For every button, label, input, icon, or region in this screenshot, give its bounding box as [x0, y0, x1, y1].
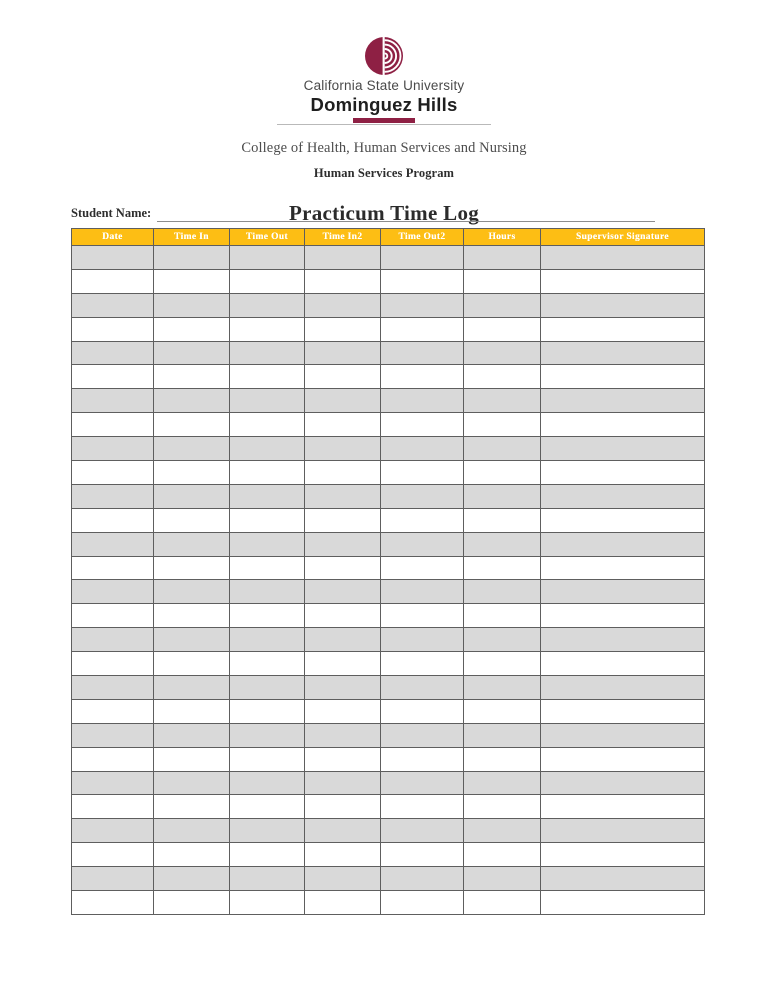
cell-date[interactable] [72, 723, 154, 747]
cell-date[interactable] [72, 484, 154, 508]
cell-time-out2[interactable] [381, 604, 464, 628]
cell-time-in[interactable] [154, 341, 230, 365]
cell-supervisor-signature[interactable] [541, 771, 705, 795]
cell-date[interactable] [72, 556, 154, 580]
logo-line-california-state-university: California State University [303, 78, 465, 93]
cell-time-in[interactable] [154, 699, 230, 723]
cell-time-out2[interactable] [381, 484, 464, 508]
table-row [72, 723, 705, 747]
cell-date[interactable] [72, 795, 154, 819]
cell-time-out[interactable] [230, 628, 305, 652]
cell-hours[interactable] [464, 652, 541, 676]
cell-time-out[interactable] [230, 246, 305, 270]
cell-time-out[interactable] [230, 532, 305, 556]
table-row [72, 269, 705, 293]
cell-time-in2[interactable] [305, 437, 381, 461]
cell-time-out2[interactable] [381, 819, 464, 843]
cell-hours[interactable] [464, 293, 541, 317]
cell-supervisor-signature[interactable] [541, 317, 705, 341]
document-header [0, 0, 768, 226]
cell-time-out[interactable] [230, 293, 305, 317]
cell-time-in[interactable] [154, 532, 230, 556]
cell-date[interactable] [72, 843, 154, 867]
cell-hours[interactable] [464, 341, 541, 365]
table-row [72, 484, 705, 508]
cell-time-in[interactable] [154, 652, 230, 676]
cell-time-out2[interactable] [381, 246, 464, 270]
cell-time-in[interactable] [154, 293, 230, 317]
cell-hours[interactable] [464, 819, 541, 843]
cell-date[interactable] [72, 317, 154, 341]
cell-time-out2[interactable] [381, 795, 464, 819]
logo-accent-bar [353, 118, 415, 123]
cell-supervisor-signature[interactable] [541, 628, 705, 652]
cell-time-in[interactable] [154, 843, 230, 867]
cell-hours[interactable] [464, 604, 541, 628]
cell-time-out2[interactable] [381, 580, 464, 604]
cell-time-out2[interactable] [381, 317, 464, 341]
cell-time-in2[interactable] [305, 317, 381, 341]
cell-time-in2[interactable] [305, 676, 381, 700]
cell-date[interactable] [72, 891, 154, 915]
cell-supervisor-signature[interactable] [541, 843, 705, 867]
cell-time-out2[interactable] [381, 293, 464, 317]
table-header-row [72, 229, 705, 246]
table-row [72, 604, 705, 628]
cell-time-out2[interactable] [381, 652, 464, 676]
cell-time-in[interactable] [154, 437, 230, 461]
table-row [72, 246, 705, 270]
cell-date[interactable] [72, 437, 154, 461]
cell-time-in[interactable] [154, 389, 230, 413]
cell-date[interactable] [72, 461, 154, 485]
cell-time-out[interactable] [230, 652, 305, 676]
cell-time-in[interactable] [154, 604, 230, 628]
cell-time-out[interactable] [230, 389, 305, 413]
page-title: Practicum Time Log [288, 200, 480, 225]
column-header-time-in: Time In [154, 229, 230, 246]
cell-hours[interactable] [464, 723, 541, 747]
cell-supervisor-signature[interactable] [541, 867, 705, 891]
cell-time-out2[interactable] [381, 723, 464, 747]
cell-time-in2[interactable] [305, 293, 381, 317]
cell-hours[interactable] [464, 269, 541, 293]
cell-hours[interactable] [464, 389, 541, 413]
cell-time-in2[interactable] [305, 246, 381, 270]
table-row [72, 341, 705, 365]
column-header-time-out: Time Out [230, 229, 305, 246]
table-row [72, 652, 705, 676]
cell-time-out[interactable] [230, 580, 305, 604]
column-header-time-in2: Time In2 [305, 229, 381, 246]
table-row [72, 317, 705, 341]
cell-time-in2[interactable] [305, 843, 381, 867]
cell-supervisor-signature[interactable] [541, 341, 705, 365]
cell-time-in[interactable] [154, 365, 230, 389]
cell-supervisor-signature[interactable] [541, 484, 705, 508]
cell-time-in[interactable] [154, 508, 230, 532]
cell-date[interactable] [72, 365, 154, 389]
university-logo [284, 36, 484, 126]
cell-time-in[interactable] [154, 580, 230, 604]
cell-date[interactable] [72, 747, 154, 771]
cell-time-in[interactable] [154, 819, 230, 843]
cell-date[interactable] [72, 269, 154, 293]
cell-hours[interactable] [464, 556, 541, 580]
cell-time-in2[interactable] [305, 484, 381, 508]
cell-time-out[interactable] [230, 891, 305, 915]
logo-divider-rule [277, 124, 491, 125]
table-row [72, 580, 705, 604]
student-name-input[interactable] [157, 208, 655, 222]
cell-time-in2[interactable] [305, 413, 381, 437]
cell-supervisor-signature[interactable] [541, 676, 705, 700]
cell-time-in2[interactable] [305, 628, 381, 652]
cell-supervisor-signature[interactable] [541, 461, 705, 485]
cell-time-in2[interactable] [305, 508, 381, 532]
cell-time-in2[interactable] [305, 819, 381, 843]
cell-date[interactable] [72, 389, 154, 413]
cell-time-out[interactable] [230, 795, 305, 819]
cell-hours[interactable] [464, 413, 541, 437]
cell-supervisor-signature[interactable] [541, 795, 705, 819]
cell-time-out2[interactable] [381, 699, 464, 723]
cell-time-in2[interactable] [305, 652, 381, 676]
cell-hours[interactable] [464, 867, 541, 891]
cell-supervisor-signature[interactable] [541, 365, 705, 389]
cell-supervisor-signature[interactable] [541, 652, 705, 676]
cell-time-in[interactable] [154, 461, 230, 485]
table-body [72, 246, 705, 915]
cell-time-in2[interactable] [305, 461, 381, 485]
column-header-hours: Hours [464, 229, 541, 246]
cell-hours[interactable] [464, 365, 541, 389]
cell-time-out2[interactable] [381, 891, 464, 915]
cell-hours[interactable] [464, 532, 541, 556]
cell-time-in2[interactable] [305, 891, 381, 915]
cell-supervisor-signature[interactable] [541, 580, 705, 604]
cell-time-out[interactable] [230, 484, 305, 508]
cell-time-out[interactable] [230, 556, 305, 580]
cell-time-in2[interactable] [305, 269, 381, 293]
college-name: College of Health, Human Services and Nursing [241, 139, 527, 156]
cell-time-out2[interactable] [381, 508, 464, 532]
cell-time-in2[interactable] [305, 556, 381, 580]
cell-hours[interactable] [464, 461, 541, 485]
cell-time-in2[interactable] [305, 365, 381, 389]
cell-time-in[interactable] [154, 723, 230, 747]
cell-time-in2[interactable] [305, 389, 381, 413]
table-row [72, 413, 705, 437]
cell-time-in[interactable] [154, 413, 230, 437]
table-row [72, 532, 705, 556]
cell-time-in2[interactable] [305, 747, 381, 771]
cell-hours[interactable] [464, 843, 541, 867]
cell-time-out2[interactable] [381, 771, 464, 795]
cell-supervisor-signature[interactable] [541, 747, 705, 771]
cell-date[interactable] [72, 867, 154, 891]
cell-supervisor-signature[interactable] [541, 723, 705, 747]
cell-date[interactable] [72, 413, 154, 437]
cell-date[interactable] [72, 699, 154, 723]
cell-date[interactable] [72, 246, 154, 270]
table-row [72, 365, 705, 389]
cell-time-out[interactable] [230, 843, 305, 867]
cell-time-in[interactable] [154, 246, 230, 270]
table-row [72, 843, 705, 867]
cell-date[interactable] [72, 652, 154, 676]
cell-hours[interactable] [464, 580, 541, 604]
cell-supervisor-signature[interactable] [541, 293, 705, 317]
cell-supervisor-signature[interactable] [541, 437, 705, 461]
table-header [72, 229, 705, 246]
logo-accent-bar-wrap [284, 118, 484, 126]
cell-supervisor-signature[interactable] [541, 246, 705, 270]
cell-time-out[interactable] [230, 437, 305, 461]
cell-time-in2[interactable] [305, 341, 381, 365]
cell-hours[interactable] [464, 891, 541, 915]
cell-time-in2[interactable] [305, 867, 381, 891]
cell-time-out[interactable] [230, 413, 305, 437]
cell-hours[interactable] [464, 484, 541, 508]
column-header-time-out2: Time Out2 [381, 229, 464, 246]
cell-date[interactable] [72, 341, 154, 365]
cell-time-out[interactable] [230, 269, 305, 293]
cell-time-out2[interactable] [381, 676, 464, 700]
cell-time-out2[interactable] [381, 532, 464, 556]
cell-time-in2[interactable] [305, 723, 381, 747]
cell-supervisor-signature[interactable] [541, 269, 705, 293]
cell-date[interactable] [72, 508, 154, 532]
cell-date[interactable] [72, 819, 154, 843]
cell-time-in[interactable] [154, 484, 230, 508]
cell-time-out[interactable] [230, 723, 305, 747]
cell-date[interactable] [72, 604, 154, 628]
cell-hours[interactable] [464, 508, 541, 532]
cell-time-out[interactable] [230, 819, 305, 843]
cell-time-in2[interactable] [305, 699, 381, 723]
cell-supervisor-signature[interactable] [541, 508, 705, 532]
cell-supervisor-signature[interactable] [541, 389, 705, 413]
cell-supervisor-signature[interactable] [541, 556, 705, 580]
table-row [72, 819, 705, 843]
cell-hours[interactable] [464, 437, 541, 461]
student-name-label: Student Name: [71, 206, 152, 220]
table-row [72, 628, 705, 652]
cell-time-in2[interactable] [305, 532, 381, 556]
cell-supervisor-signature[interactable] [541, 413, 705, 437]
student-name-row [71, 206, 697, 222]
table-row [72, 508, 705, 532]
cell-time-out2[interactable] [381, 389, 464, 413]
cell-hours[interactable] [464, 747, 541, 771]
cell-time-out[interactable] [230, 771, 305, 795]
cell-time-out[interactable] [230, 699, 305, 723]
cell-hours[interactable] [464, 676, 541, 700]
table-row [72, 795, 705, 819]
cell-time-in[interactable] [154, 317, 230, 341]
table-row [72, 437, 705, 461]
cell-time-in[interactable] [154, 771, 230, 795]
csudh-seal-icon [364, 36, 404, 76]
cell-time-in[interactable] [154, 628, 230, 652]
cell-time-out[interactable] [230, 341, 305, 365]
cell-time-out2[interactable] [381, 747, 464, 771]
cell-time-in2[interactable] [305, 795, 381, 819]
cell-supervisor-signature[interactable] [541, 532, 705, 556]
cell-time-out[interactable] [230, 676, 305, 700]
cell-time-in[interactable] [154, 747, 230, 771]
cell-time-in2[interactable] [305, 604, 381, 628]
cell-supervisor-signature[interactable] [541, 699, 705, 723]
cell-date[interactable] [72, 532, 154, 556]
cell-time-in[interactable] [154, 867, 230, 891]
column-header-supervisor-signature: Supervisor Signature [541, 229, 705, 246]
table-row [72, 293, 705, 317]
cell-time-in2[interactable] [305, 771, 381, 795]
cell-time-out2[interactable] [381, 461, 464, 485]
cell-date[interactable] [72, 771, 154, 795]
cell-supervisor-signature[interactable] [541, 819, 705, 843]
cell-time-in[interactable] [154, 269, 230, 293]
cell-hours[interactable] [464, 795, 541, 819]
cell-time-in[interactable] [154, 676, 230, 700]
cell-time-out[interactable] [230, 604, 305, 628]
cell-hours[interactable] [464, 771, 541, 795]
cell-time-in2[interactable] [305, 580, 381, 604]
cell-time-out2[interactable] [381, 628, 464, 652]
cell-time-out2[interactable] [381, 341, 464, 365]
table-row [72, 867, 705, 891]
cell-date[interactable] [72, 676, 154, 700]
table-row [72, 699, 705, 723]
cell-time-out2[interactable] [381, 843, 464, 867]
cell-supervisor-signature[interactable] [541, 891, 705, 915]
cell-date[interactable] [72, 580, 154, 604]
cell-hours[interactable] [464, 628, 541, 652]
practicum-time-log-table [71, 228, 705, 915]
table-row [72, 747, 705, 771]
cell-hours[interactable] [464, 317, 541, 341]
cell-time-out2[interactable] [381, 365, 464, 389]
logo-line-dominguez-hills: Dominguez Hills [310, 93, 458, 115]
cell-time-in[interactable] [154, 891, 230, 915]
cell-time-out[interactable] [230, 508, 305, 532]
table-row [72, 556, 705, 580]
cell-time-out2[interactable] [381, 867, 464, 891]
cell-time-in[interactable] [154, 556, 230, 580]
cell-date[interactable] [72, 293, 154, 317]
table-row [72, 891, 705, 915]
cell-supervisor-signature[interactable] [541, 604, 705, 628]
table-row [72, 389, 705, 413]
program-name: Human Services Program [313, 165, 455, 180]
cell-time-out2[interactable] [381, 556, 464, 580]
cell-date[interactable] [72, 628, 154, 652]
table-row [72, 676, 705, 700]
table-row [72, 771, 705, 795]
table-row [72, 461, 705, 485]
cell-hours[interactable] [464, 699, 541, 723]
cell-time-out[interactable] [230, 867, 305, 891]
cell-time-out2[interactable] [381, 437, 464, 461]
cell-time-out[interactable] [230, 317, 305, 341]
cell-time-out[interactable] [230, 461, 305, 485]
cell-time-out2[interactable] [381, 413, 464, 437]
cell-hours[interactable] [464, 246, 541, 270]
column-header-date: Date [72, 229, 154, 246]
cell-time-out[interactable] [230, 365, 305, 389]
cell-time-out[interactable] [230, 747, 305, 771]
cell-time-out2[interactable] [381, 269, 464, 293]
cell-time-in[interactable] [154, 795, 230, 819]
